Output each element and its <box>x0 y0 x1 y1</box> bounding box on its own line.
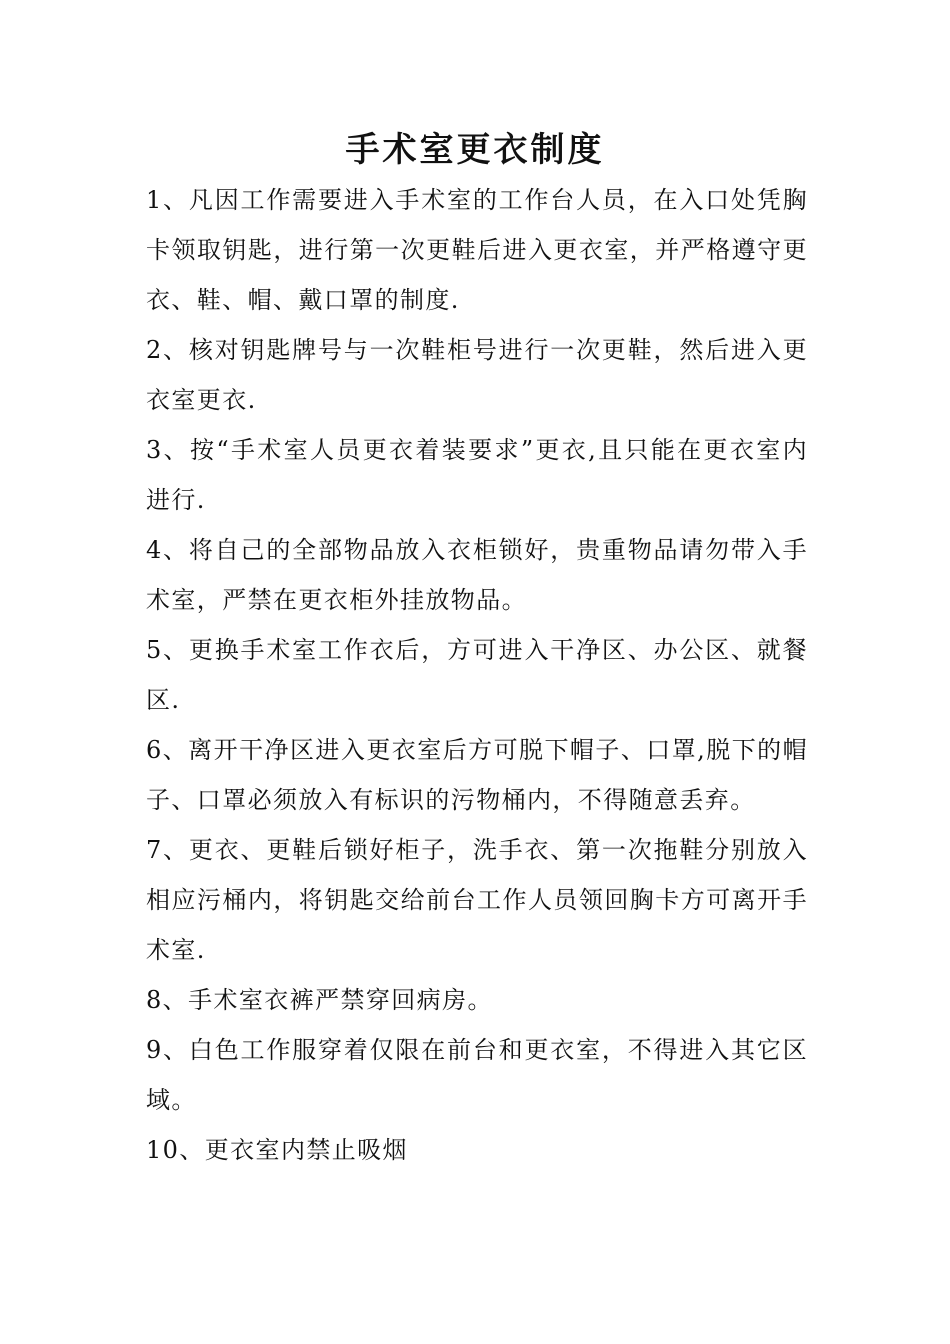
rules-list <box>146 175 808 1175</box>
rule-item-7: 7、更衣、更鞋后锁好柜子，洗手衣、第一次拖鞋分别放入相应污桶内，将钥匙交给前台工作人员领回胸卡方可离开手术室. <box>146 836 808 964</box>
rule-item-6: 6、离开干净区进入更衣室后方可脱下帽子、口罩,脱下的帽子、口罩必须放入有标识的污物桶内，不得随意丢弃。 <box>146 736 808 814</box>
rule-item-1: 1、凡因工作需要进入手术室的工作台人员，在入口处凭胸卡领取钥匙，进行第一次更鞋后进入更衣室，并严格遵守更衣、鞋、帽、戴口罩的制度. <box>146 186 808 314</box>
page-title: 手术室更衣制度 <box>345 130 605 170</box>
rule-item-9: 9、白色工作服穿着仅限在前台和更衣室，不得进入其它区域。 <box>146 1036 808 1114</box>
rule-item-3: 3、按“手术室人员更衣着装要求”更衣,且只能在更衣室内进行. <box>146 436 808 514</box>
rule-item-10: 10、更衣室内禁止吸烟 <box>146 1136 408 1164</box>
rule-item-2: 2、核对钥匙牌号与一次鞋柜号进行一次更鞋，然后进入更衣室更衣. <box>146 336 808 414</box>
rule-item-4: 4、将自己的全部物品放入衣柜锁好，贵重物品请勿带入手术室，严禁在更衣柜外挂放物品。 <box>146 536 808 614</box>
rule-item-5: 5、更换手术室工作衣后，方可进入干净区、办公区、就餐区. <box>146 636 808 714</box>
rule-item-8: 8、手术室衣裤严禁穿回病房。 <box>146 986 493 1014</box>
